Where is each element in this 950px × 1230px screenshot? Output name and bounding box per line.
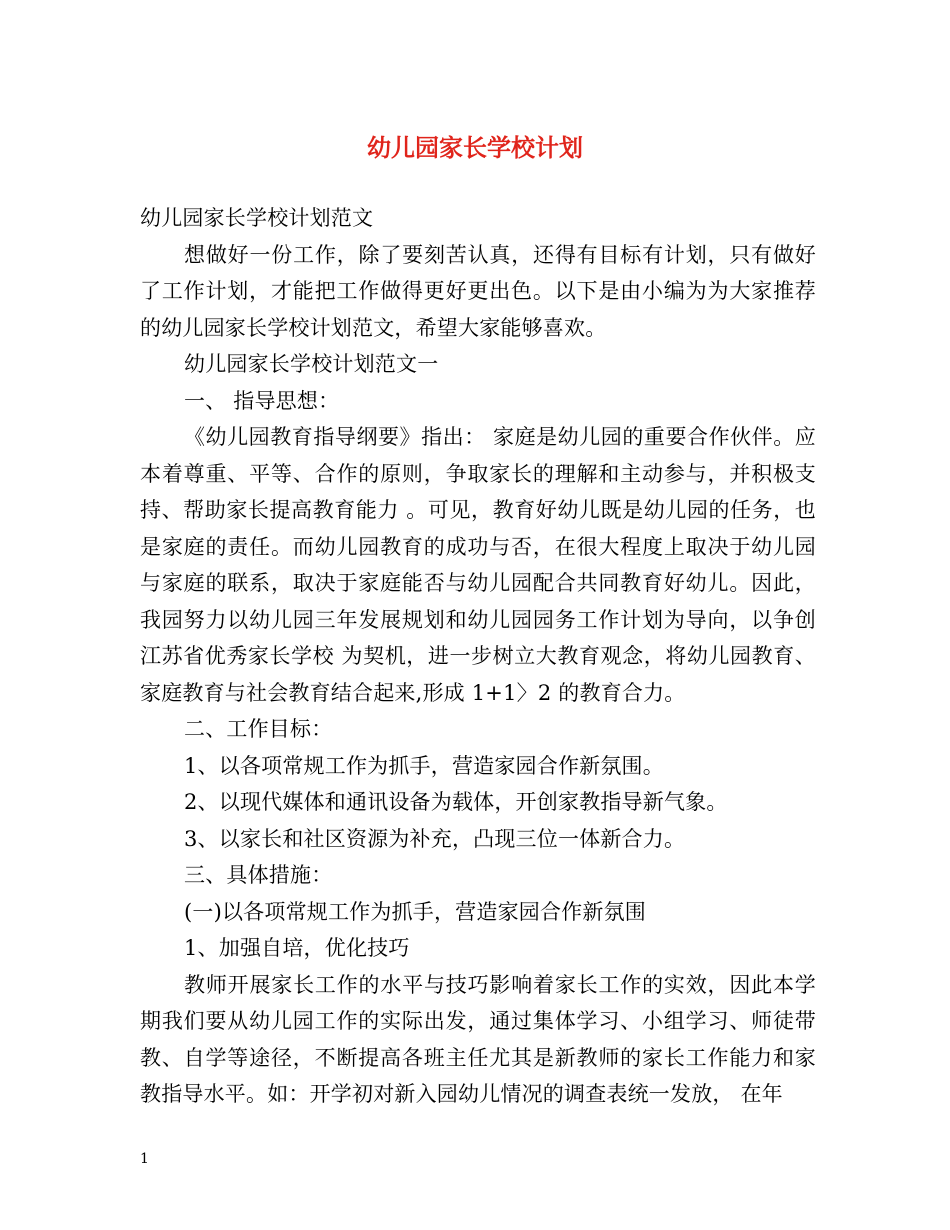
document-title: 幼儿园家长学校计划 [367, 133, 583, 162]
document-body [140, 200, 816, 1113]
heading-work-goals: 二、工作目标： [184, 717, 333, 741]
page-number: 1 [140, 1151, 149, 1167]
heading-guiding-ideology: 一、 指导思想： [184, 388, 340, 413]
subheading-routine-work: (一)以各项常规工作为抓手，营造家园合作新氛围 [184, 899, 646, 924]
guiding-ideology-paragraph: 《幼儿园教育指导纲要》指出： 家庭是幼儿园的重要合作伙伴。应本着尊重、平等、合作的原则，争取家长的理解和主动参与，并积极支持、帮助家长提高教育能力 。可见，教育好幼儿既是幼儿园的任务，也是家庭的责任。而幼儿园教育的成功与否，在很大程度上取决于幼儿园与家庭的联系，取决于家庭能否与幼儿园配合共同教育好幼儿。因此，我园努力以幼儿园三年发展规划和幼儿园园务工作计划为导向，以争创江苏省优秀家长学校 为契机，进一步树立大教育观念，将幼儿园教育、家庭教育与社会教育结合起来,形成 1+1〉2 的教育合力。 [140, 425, 816, 705]
intro-paragraph: 想做好一份工作，除了要刻苦认真，还得有目标有计划，只有做好了工作计划，才能把工作做得更好更出色。以下是由小编为为大家推荐的幼儿园家长学校计划范文，希望大家能够喜欢。 [140, 242, 816, 340]
goal-item-2: 2、以现代媒体和通讯设备为载体，开创家教指导新气象。 [184, 790, 728, 814]
heading-specific-measures: 三、具体措施： [184, 863, 333, 887]
subtitle-paragraph: 幼儿园家长学校计划范文 [140, 206, 374, 230]
goal-item-1: 1、以各项常规工作为抓手，营造家园合作新氛围。 [184, 753, 664, 778]
goal-item-3: 3、以家长和社区资源为补充，凸现三位一体新合力。 [184, 826, 686, 851]
section-heading-sample-one: 幼儿园家长学校计划范文一 [184, 352, 439, 376]
subheading-self-training: 1、加强自培，优化技巧 [184, 936, 410, 960]
self-training-paragraph: 教师开展家长工作的水平与技巧影响着家长工作的实效，因此本学期我们要从幼儿园工作的实际出发，通过集体学习、小组学习、师徒带教、自学等途径，不断提高各班主任尤其是新教师的家长工作能力和家教指导水平。如：开学初对新入园幼儿情况的调查表统一发放， 在年 [140, 972, 816, 1106]
